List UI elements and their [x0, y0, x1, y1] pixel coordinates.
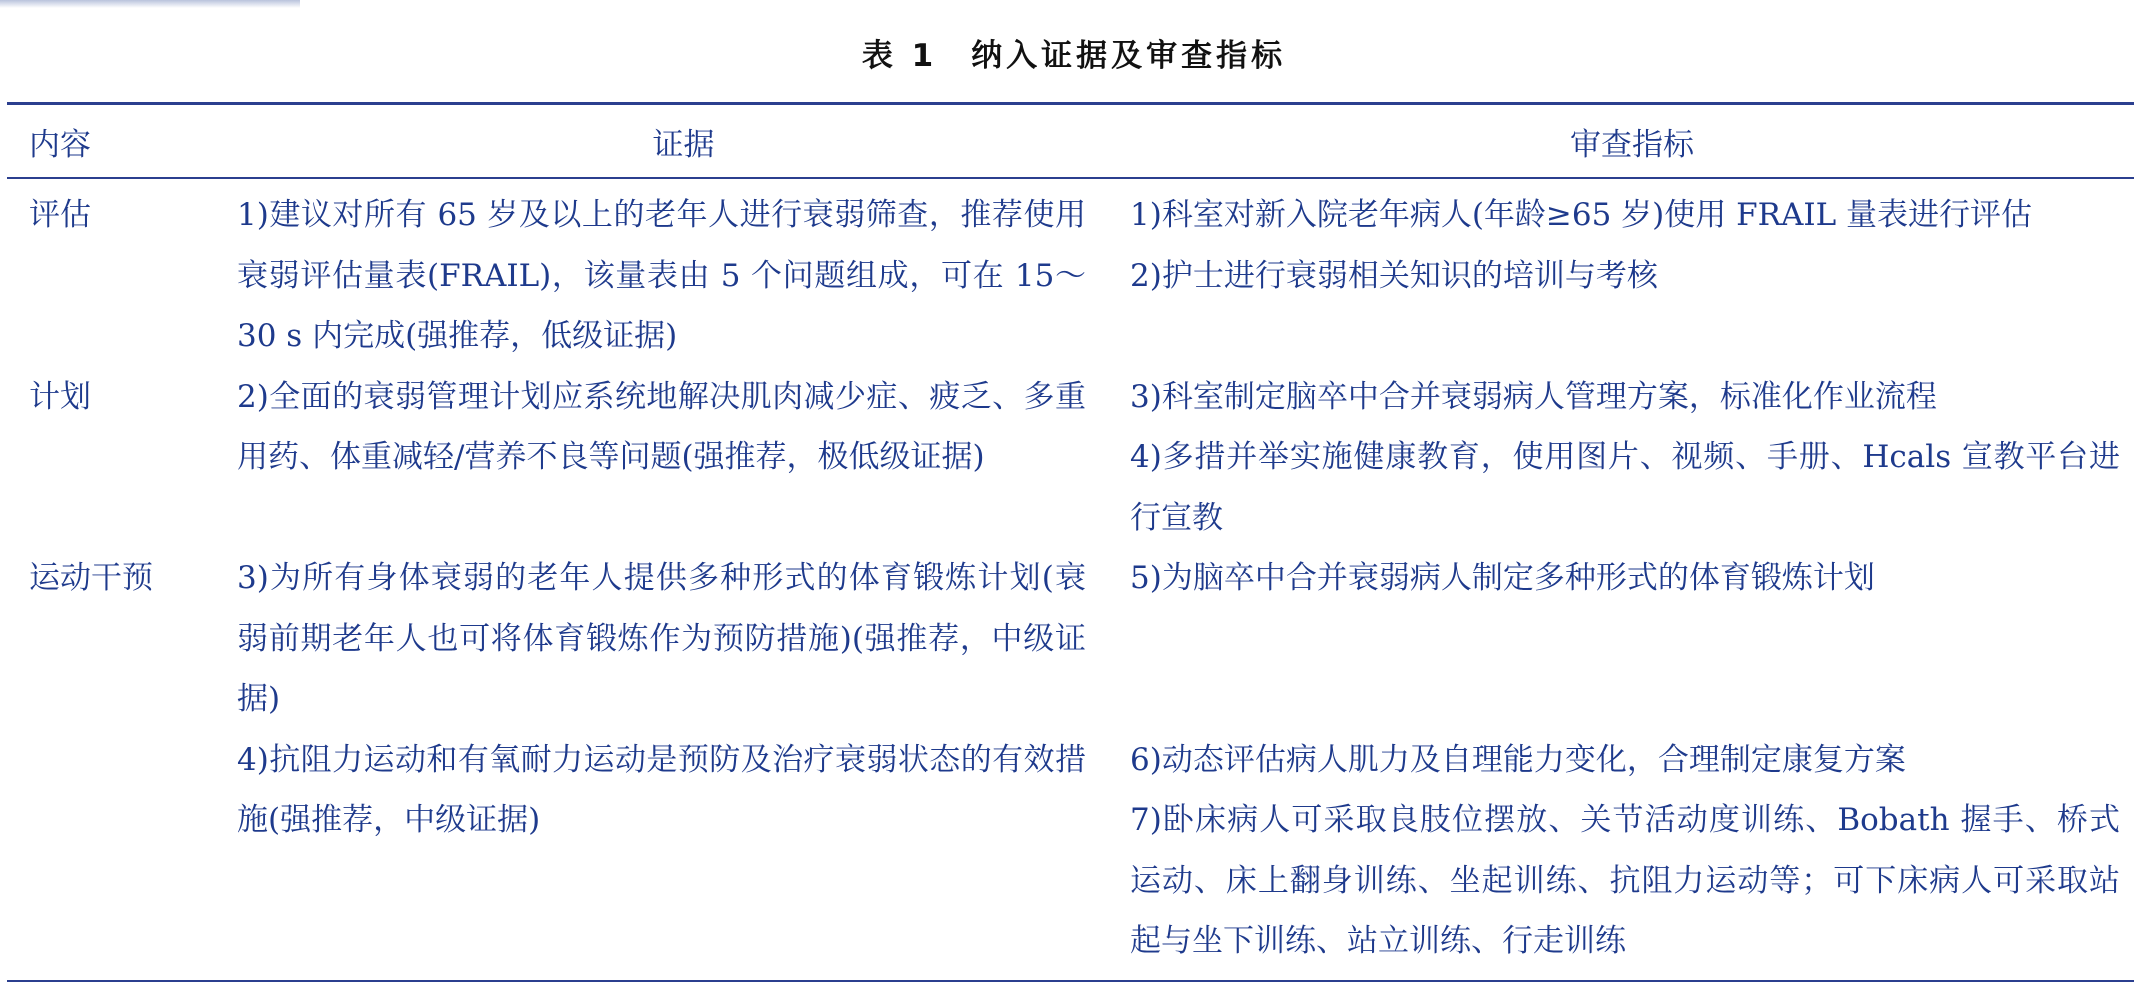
evidence-item: 3)为所有身体衰弱的老年人提供多种形式的体育锻炼计划(衰弱前期老年人也可将体育锻炼作为预防措施)(强推荐，中级证据)	[237, 560, 1086, 717]
table-label: 表 1	[861, 38, 938, 74]
review-index-item: 6)动态评估病人肌力及自理能力变化，合理制定康复方案	[1130, 741, 1906, 778]
table-row-assessment	[7, 178, 2134, 367]
cell-content	[7, 730, 237, 981]
review-index-item: 3)科室制定脑卒中合并衰弱病人管理方案，标准化作业流程	[1130, 378, 1937, 415]
evidence-item: 4)抗阻力运动和有氧耐力运动是预防及治疗衰弱状态的有效措施(强推荐，中级证据)	[237, 741, 1086, 838]
header-review-index: 审查指标	[1130, 104, 2134, 179]
cell-evidence	[237, 367, 1130, 549]
table-title: 纳入证据及审查指标	[971, 38, 1287, 74]
header-evidence: 证据	[237, 104, 1130, 179]
cell-content: 运动干预	[29, 560, 153, 596]
evidence-item: 2)全面的衰弱管理计划应系统地解决肌肉减少症、疲乏、多重用药、体重减轻/营养不良等问题(强推荐，极低级证据)	[237, 378, 1086, 475]
cell-review-index	[1130, 178, 2134, 367]
table-caption	[0, 30, 2148, 75]
evidence-table	[7, 102, 2134, 982]
cell-content: 计划	[29, 378, 91, 415]
table-row-exercise	[7, 548, 2134, 730]
evidence-table-container	[7, 102, 2134, 982]
evidence-item: 1)建议对所有 65 岁及以上的老年人进行衰弱筛查，推荐使用衰弱评估量表(FRAIL)，该量表由 5 个问题组成，可在 15～30 s 内完成(强推荐，低级证据)	[237, 197, 1086, 354]
cell-evidence	[237, 178, 1130, 367]
review-index-item: 7)卧床病人可采取良肢位摆放、关节活动度训练、Bobath 握手、桥式运动、床上翻身训练、坐起训练、抗阻力运动等；可下床病人可采取站起与坐下训练、站立训练、行走训练	[1130, 802, 2120, 959]
cell-content: 评估	[29, 197, 91, 233]
header-content: 内容	[7, 104, 237, 179]
table-header-row	[7, 104, 2134, 179]
page-top-fragment	[0, 0, 300, 8]
cell-evidence	[237, 730, 1130, 981]
table-row-plan	[7, 367, 2134, 549]
review-index-item: 5)为脑卒中合并衰弱病人制定多种形式的体育锻炼计划	[1130, 560, 1875, 596]
review-index-item: 1)科室对新入院老年病人(年龄≥65 岁)使用 FRAIL 量表进行评估	[1130, 197, 2033, 233]
review-index-item: 4)多措并举实施健康教育，使用图片、视频、手册、Hcals 宣教平台进行宣教	[1130, 439, 2120, 536]
table-row-exercise-continued	[7, 730, 2134, 981]
cell-review-index	[1130, 548, 2134, 730]
cell-evidence	[237, 548, 1130, 730]
cell-review-index	[1130, 730, 2134, 981]
cell-review-index	[1130, 367, 2134, 549]
review-index-item: 2)护士进行衰弱相关知识的培训与考核	[1130, 257, 1658, 294]
